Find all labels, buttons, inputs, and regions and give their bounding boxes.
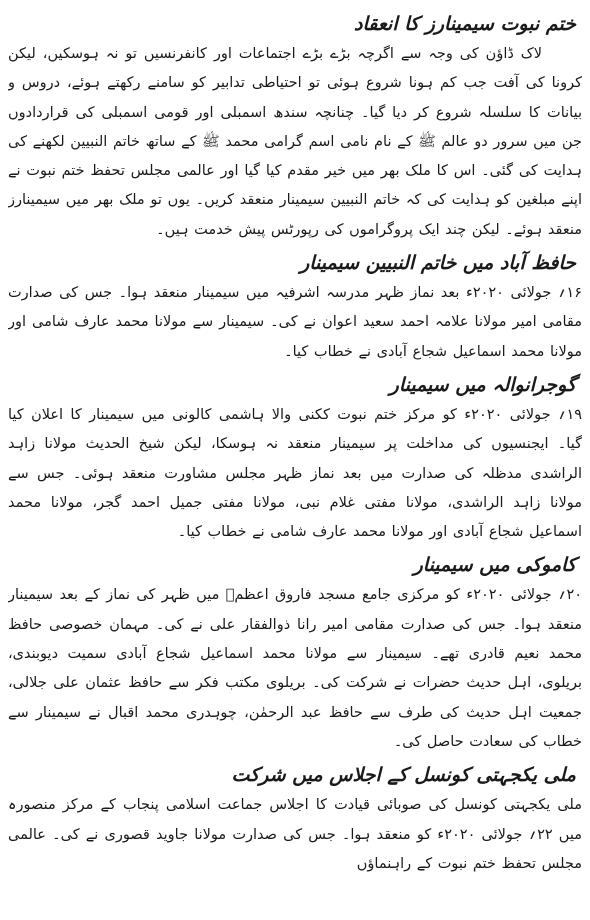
section-paragraph: ملی یکجہتی کونسل کی صوبائی قیادت کا اجلاس جماعت اسلامی پنجاب کے مرکز منصورہ میں ۲۲؍ جولائی ۲۰۲۰ء کو منعقد ہوا۔ جس کی صدارت مولانا جاوید قصوری نے کی۔ عالمی مجلس تحفظ ختم نبوت کے راہنماؤں bbox=[8, 797, 582, 872]
section-heading: ختم نبوت سیمینارز کا انعقاد bbox=[354, 13, 576, 35]
section-heading: گوجرانوالہ میں سیمینار bbox=[389, 373, 576, 396]
section-kamoki bbox=[8, 549, 582, 757]
document-page bbox=[8, 8, 582, 914]
section-seminars-held bbox=[8, 8, 582, 245]
section-milli-council bbox=[8, 759, 582, 879]
section-hafizabad bbox=[8, 247, 582, 367]
section-paragraph: لاک ڈاؤن کی وجہ سے اگرچہ بڑے بڑے اجتماعات اور کانفرنسیں تو نہ ہوسکیں، لیکن کرونا کی آفت جب کم ہونا شروع ہوئی تو احتیاطی تدابیر کو سامنے رکھتے ہوئے، دروس و بیانات کا سلسلہ شروع کر دیا گیا۔ چنانچہ سندھ اسمبلی اور قومی اسمبلی کی قراردادوں جن میں سرور دو عالم ﷺ کے نام نامی اسم گرامی محمد ﷺ کے ساتھ خاتم النبیین لکھنے کی ہدایت کی گئی۔ اس کا ملک بھر میں خیر مقدم کیا گیا اور عالمی مجلس تحفظ ختم نبوت نے اپنے مبلغین کو ہدایت کی کہ خاتم النبیین سیمینار منعقد کریں۔ یوں تو ملک بھر میں سیمینارز منعقد ہوئے۔ لیکن چند ایک پروگراموں کی رپورٹس پیش خدمت ہیں۔ bbox=[8, 46, 582, 238]
section-paragraph: ۱۶؍ جولائی ۲۰۲۰ء بعد نماز ظہر مدرسہ اشرفیہ میں سیمینار منعقد ہوا۔ جس کی صدارت مقامی امیر مولانا علامہ احمد سعید اعوان نے کی۔ سیمینار سے مولانا محمد عارف شامی اور مولانا محمد اسماعیل شجاع آبادی نے خطاب کیا۔ bbox=[8, 285, 582, 360]
section-paragraph: ۱۹؍ جولائی ۲۰۲۰ء کو مرکز ختم نبوت ککنی والا ہاشمی کالونی میں سیمینار کا اعلان کیا گیا۔ ایجنسیوں کی مداخلت پر سیمینار منعقد نہ ہوسکا، لیکن شیخ الحدیث مولانا زاہد الراشدی مدظلہ کی صدارت میں بعد نماز ظہر مجلس مشاورت منعقد ہوئی۔ جس سے مولانا زاہد الراشدی، مولانا مفتی غلام نبی، مولانا مفتی جمیل احمد گجر، مولانا محمد اسماعیل شجاع آبادی اور مولانا محمد عارف شامی نے خطاب کیا۔ bbox=[8, 406, 582, 541]
section-gujranwala bbox=[8, 369, 582, 547]
section-paragraph: ۲۰؍ جولائی ۲۰۲۰ء کو مرکزی جامع مسجد فاروق اعظمؓ میں ظہر کی نماز کے بعد سیمینار منعقد ہوا۔ جس کی صدارت مقامی امیر رانا ذوالفقار علی نے کی۔ مہمان خصوصی حافظ محمد نعیم قادری تھے۔ سیمینار سے مولانا محمد اسماعیل شجاع آبادی سمیت دیوبندی، بریلوی، اہل حدیث حضرات نے شرکت کی۔ بریلوی مکتب فکر سے حافظ عثمان علی جلالی، جمعیت اہل حدیث کی طرف سے حافظ عبد الرحمٰن، چوہدری محمد اقبال نے سیمینار سے خطاب کی سعادت حاصل کی۔ bbox=[8, 587, 582, 750]
section-heading: ملی یکجہتی کونسل کے اجلاس میں شرکت bbox=[231, 764, 576, 787]
section-heading: کاموکی میں سیمینار bbox=[413, 554, 576, 577]
section-heading: حافظ آباد میں خاتم النبیین سیمینار bbox=[300, 252, 576, 275]
